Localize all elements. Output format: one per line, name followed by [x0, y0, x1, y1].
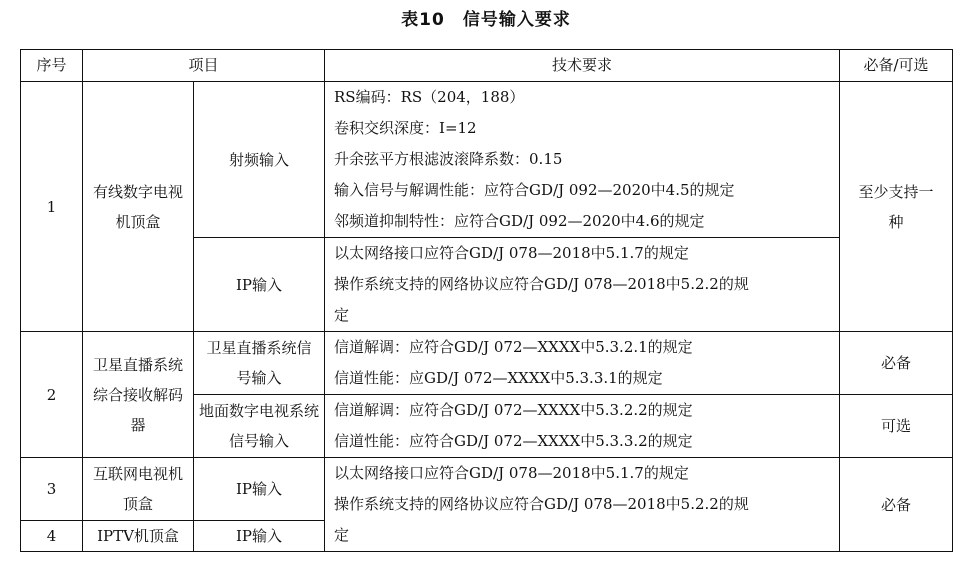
row3-no: 3 [21, 458, 83, 521]
requirement-line: 输入信号与解调性能：应符合GD/J 092—2020中4.5的规定 [334, 181, 735, 199]
requirement-line: 以太网络接口应符合GD/J 078—2018中5.1.7的规定 [334, 244, 689, 262]
row4-device: IPTV机顶盒 [83, 521, 194, 552]
row2-no: 2 [21, 332, 83, 458]
row1-device: 有线数字电视机顶盒 [83, 82, 194, 332]
row3-requirements [325, 458, 840, 552]
row1-sub1-requirements [325, 82, 840, 238]
requirement-line: 定 [334, 526, 350, 544]
row1-req: 至少支持一种 [840, 82, 953, 332]
requirement-line: 卷积交织深度：I=12 [334, 119, 477, 137]
row1-sub2-name: IP输入 [194, 238, 325, 332]
row3-sub: IP输入 [194, 458, 325, 521]
row2-device: 卫星直播系统综合接收解码器 [83, 332, 194, 458]
requirement-line: 定 [334, 306, 350, 324]
header-req: 必备/可选 [840, 50, 953, 82]
signal-input-requirements-table [20, 49, 953, 552]
requirement-line: 操作系统支持的网络协议应符合GD/J 078—2018中5.2.2的规 [334, 495, 749, 513]
table-row [21, 458, 953, 521]
table-row [21, 82, 953, 238]
requirement-line: 信道解调：应符合GD/J 072—XXXX中5.3.2.1的规定 [334, 338, 693, 356]
requirement-line: 以太网络接口应符合GD/J 078—2018中5.1.7的规定 [334, 464, 689, 482]
row1-no: 1 [21, 82, 83, 332]
table-title: 表10 信号输入要求 [401, 10, 571, 30]
row3-req: 必备 [840, 458, 953, 552]
header-tech: 技术要求 [325, 50, 840, 82]
row2-sub1-requirements [325, 332, 840, 395]
requirement-line: 信道性能：应符合GD/J 072—XXXX中5.3.3.2的规定 [334, 432, 693, 450]
requirement-line: 操作系统支持的网络协议应符合GD/J 078—2018中5.2.2的规 [334, 275, 749, 293]
header-row [21, 50, 953, 82]
requirement-line: 信道性能：应GD/J 072—XXXX中5.3.3.1的规定 [334, 369, 663, 387]
row2-sub1-req: 必备 [840, 332, 953, 395]
requirement-line: 升余弦平方根滤波滚降系数：0.15 [334, 150, 563, 168]
row2-sub1-name: 卫星直播系统信号输入 [194, 332, 325, 395]
row2-sub2-name: 地面数字电视系统信号输入 [194, 395, 325, 458]
row1-sub2-requirements [325, 238, 840, 332]
table-row [21, 332, 953, 395]
requirement-line: 邻频道抑制特性：应符合GD/J 092—2020中4.6的规定 [334, 212, 705, 230]
row1-sub1-name: 射频输入 [194, 82, 325, 238]
row4-no: 4 [21, 521, 83, 552]
row3-device: 互联网电视机顶盒 [83, 458, 194, 521]
row4-sub: IP输入 [194, 521, 325, 552]
requirement-line: RS编码：RS（204，188） [334, 88, 525, 106]
requirement-line: 信道解调：应符合GD/J 072—XXXX中5.3.2.2的规定 [334, 401, 693, 419]
header-item: 项目 [83, 50, 325, 82]
row2-sub2-requirements [325, 395, 840, 458]
header-no: 序号 [21, 50, 83, 82]
row2-sub2-req: 可选 [840, 395, 953, 458]
